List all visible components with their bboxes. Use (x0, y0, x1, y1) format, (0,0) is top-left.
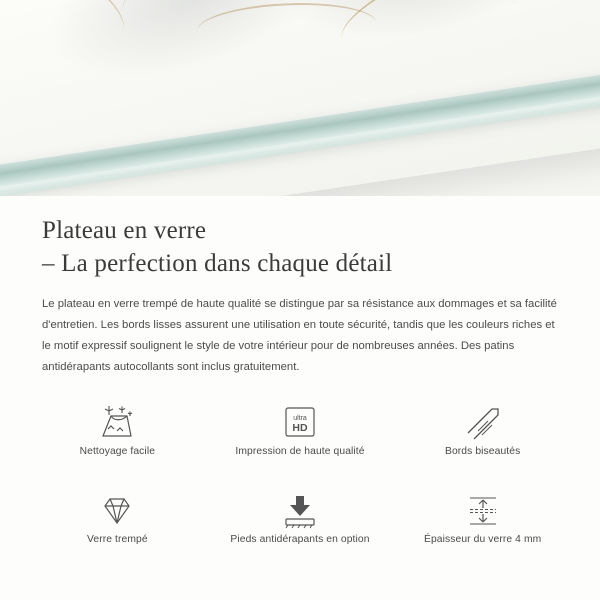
page-title (42, 214, 558, 280)
product-description-text: Le plateau en verre trempé de haute qualité se distingue par sa résistance aux dommages et sa facilité d'entretien. Les bords lisses assurent une utilisation en toute sécurité, tandis que les couleurs riches et le motif expressif soulignent le style de votre intérieur pour de nombreuses années. Des patins antidérapants autocollants sont inclus gratuitement. (42, 298, 557, 373)
feature-label: Impression de haute qualité (235, 445, 365, 457)
feature-label: Épaisseur du verre 4 mm (424, 533, 542, 545)
hero-product-image (0, 0, 600, 196)
headline-line-1: Plateau en verre (42, 217, 207, 244)
text-content (0, 196, 600, 378)
feature-label: Pieds antidérapants en option (230, 533, 370, 545)
ultra-hd-icon (278, 400, 322, 446)
feature-item-tempered-glass (26, 488, 209, 572)
feature-item-easy-cleaning (26, 400, 209, 484)
sparkle-cloth-icon (97, 400, 137, 446)
feature-item-glass-thickness (391, 488, 574, 572)
feature-item-anti-slip-pads (209, 488, 392, 572)
beveled-edges-icon (462, 400, 504, 446)
svg-text:ultra: ultra (293, 414, 307, 422)
thickness-arrows-icon (462, 488, 504, 534)
anti-slip-pads-icon (279, 488, 321, 534)
headline-line-2: – La perfection dans chaque détail (42, 250, 393, 277)
feature-item-high-quality-print (209, 400, 392, 484)
diamond-icon (96, 488, 138, 534)
feature-item-beveled-edges (391, 400, 574, 484)
svg-text:HD: HD (292, 421, 308, 434)
feature-label: Bords biseautés (444, 445, 521, 457)
feature-grid (0, 400, 600, 572)
feature-label: Nettoyage facile (79, 445, 156, 457)
feature-label: Verre trempé (86, 533, 148, 545)
